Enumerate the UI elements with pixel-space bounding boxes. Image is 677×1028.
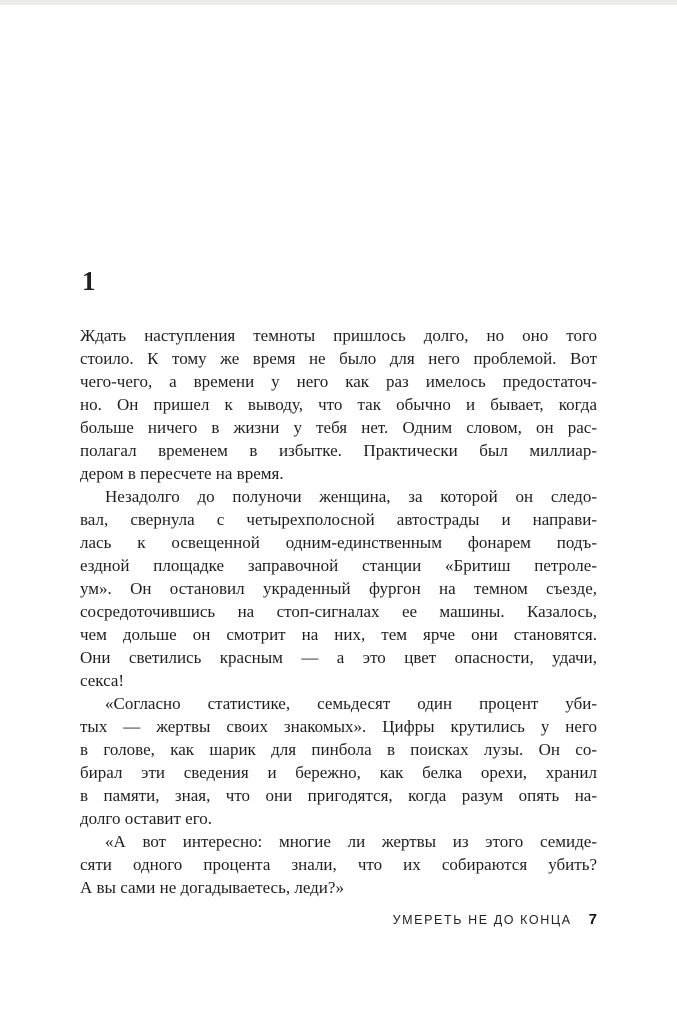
text-line: но. Он пришел к выводу, что так обычно и бывает, когда: [80, 395, 597, 414]
text-line: «Согласно статистике, семьдесят один процент уби-: [105, 694, 597, 713]
paragraph: [80, 485, 597, 692]
text-line: А вы сами не догадываетесь, леди?»: [80, 878, 344, 897]
text-line: Незадолго до полуночи женщина, за которой он следо-: [105, 487, 597, 506]
text-line: в голове, как шарик для пинбола в поисках лузы. Он со-: [80, 740, 597, 759]
text-line: чего-чего, а времени у него как раз имелось предостаточ-: [80, 372, 597, 391]
text-line: полагал временем в избытке. Практически был миллиар-: [80, 441, 597, 460]
text-block: [80, 324, 597, 899]
chapter-number: 1: [82, 266, 96, 296]
text-line: ум». Он остановил украденный фургон на темном съезде,: [80, 579, 597, 598]
text-line: в памяти, зная, что они пригодятся, когда разум опять на-: [80, 786, 597, 805]
text-line: сосредоточившись на стоп-сигналах ее машины. Казалось,: [80, 602, 597, 621]
page-number: 7: [588, 911, 597, 928]
text-line: больше ничего в жизни у тебя нет. Одним словом, он рас-: [80, 418, 597, 437]
text-line: секса!: [80, 671, 125, 690]
text-line: стоило. К тому же время не было для него проблемой. Вот: [80, 349, 597, 368]
running-title: УМЕРЕТЬ НЕ ДО КОНЦА: [392, 913, 572, 927]
paragraph: [80, 324, 597, 485]
paragraph: [80, 830, 597, 899]
page-footer: [80, 911, 597, 928]
text-line: сяти одного процента знали, что их собираются убить?: [80, 855, 597, 874]
text-line: «А вот интересно: многие ли жертвы из этого семиде-: [105, 832, 597, 851]
text-line: дером в пересчете на время.: [80, 464, 284, 483]
text-line: чем дольше он смотрит на них, тем ярче они становятся.: [80, 625, 597, 644]
text-line: Ждать наступления темноты пришлось долго, но оно того: [80, 326, 597, 345]
text-line: лась к освещенной одним-единственным фонарем подъ-: [80, 533, 597, 552]
text-line: бирал эти сведения и бережно, как белка орехи, хранил: [80, 763, 597, 782]
page-content: [80, 0, 597, 899]
text-line: вал, свернула с четырехполосной автострады и направи-: [80, 510, 597, 529]
text-line: долго оставит его.: [80, 809, 213, 828]
text-line: тых — жертвы своих знакомых». Цифры крутились у него: [80, 717, 597, 736]
paragraph: [80, 692, 597, 830]
text-line: Они светились красным — а это цвет опасности, удачи,: [80, 648, 597, 667]
text-line: ездной площадке заправочной станции «Бритиш петроле-: [80, 556, 597, 575]
